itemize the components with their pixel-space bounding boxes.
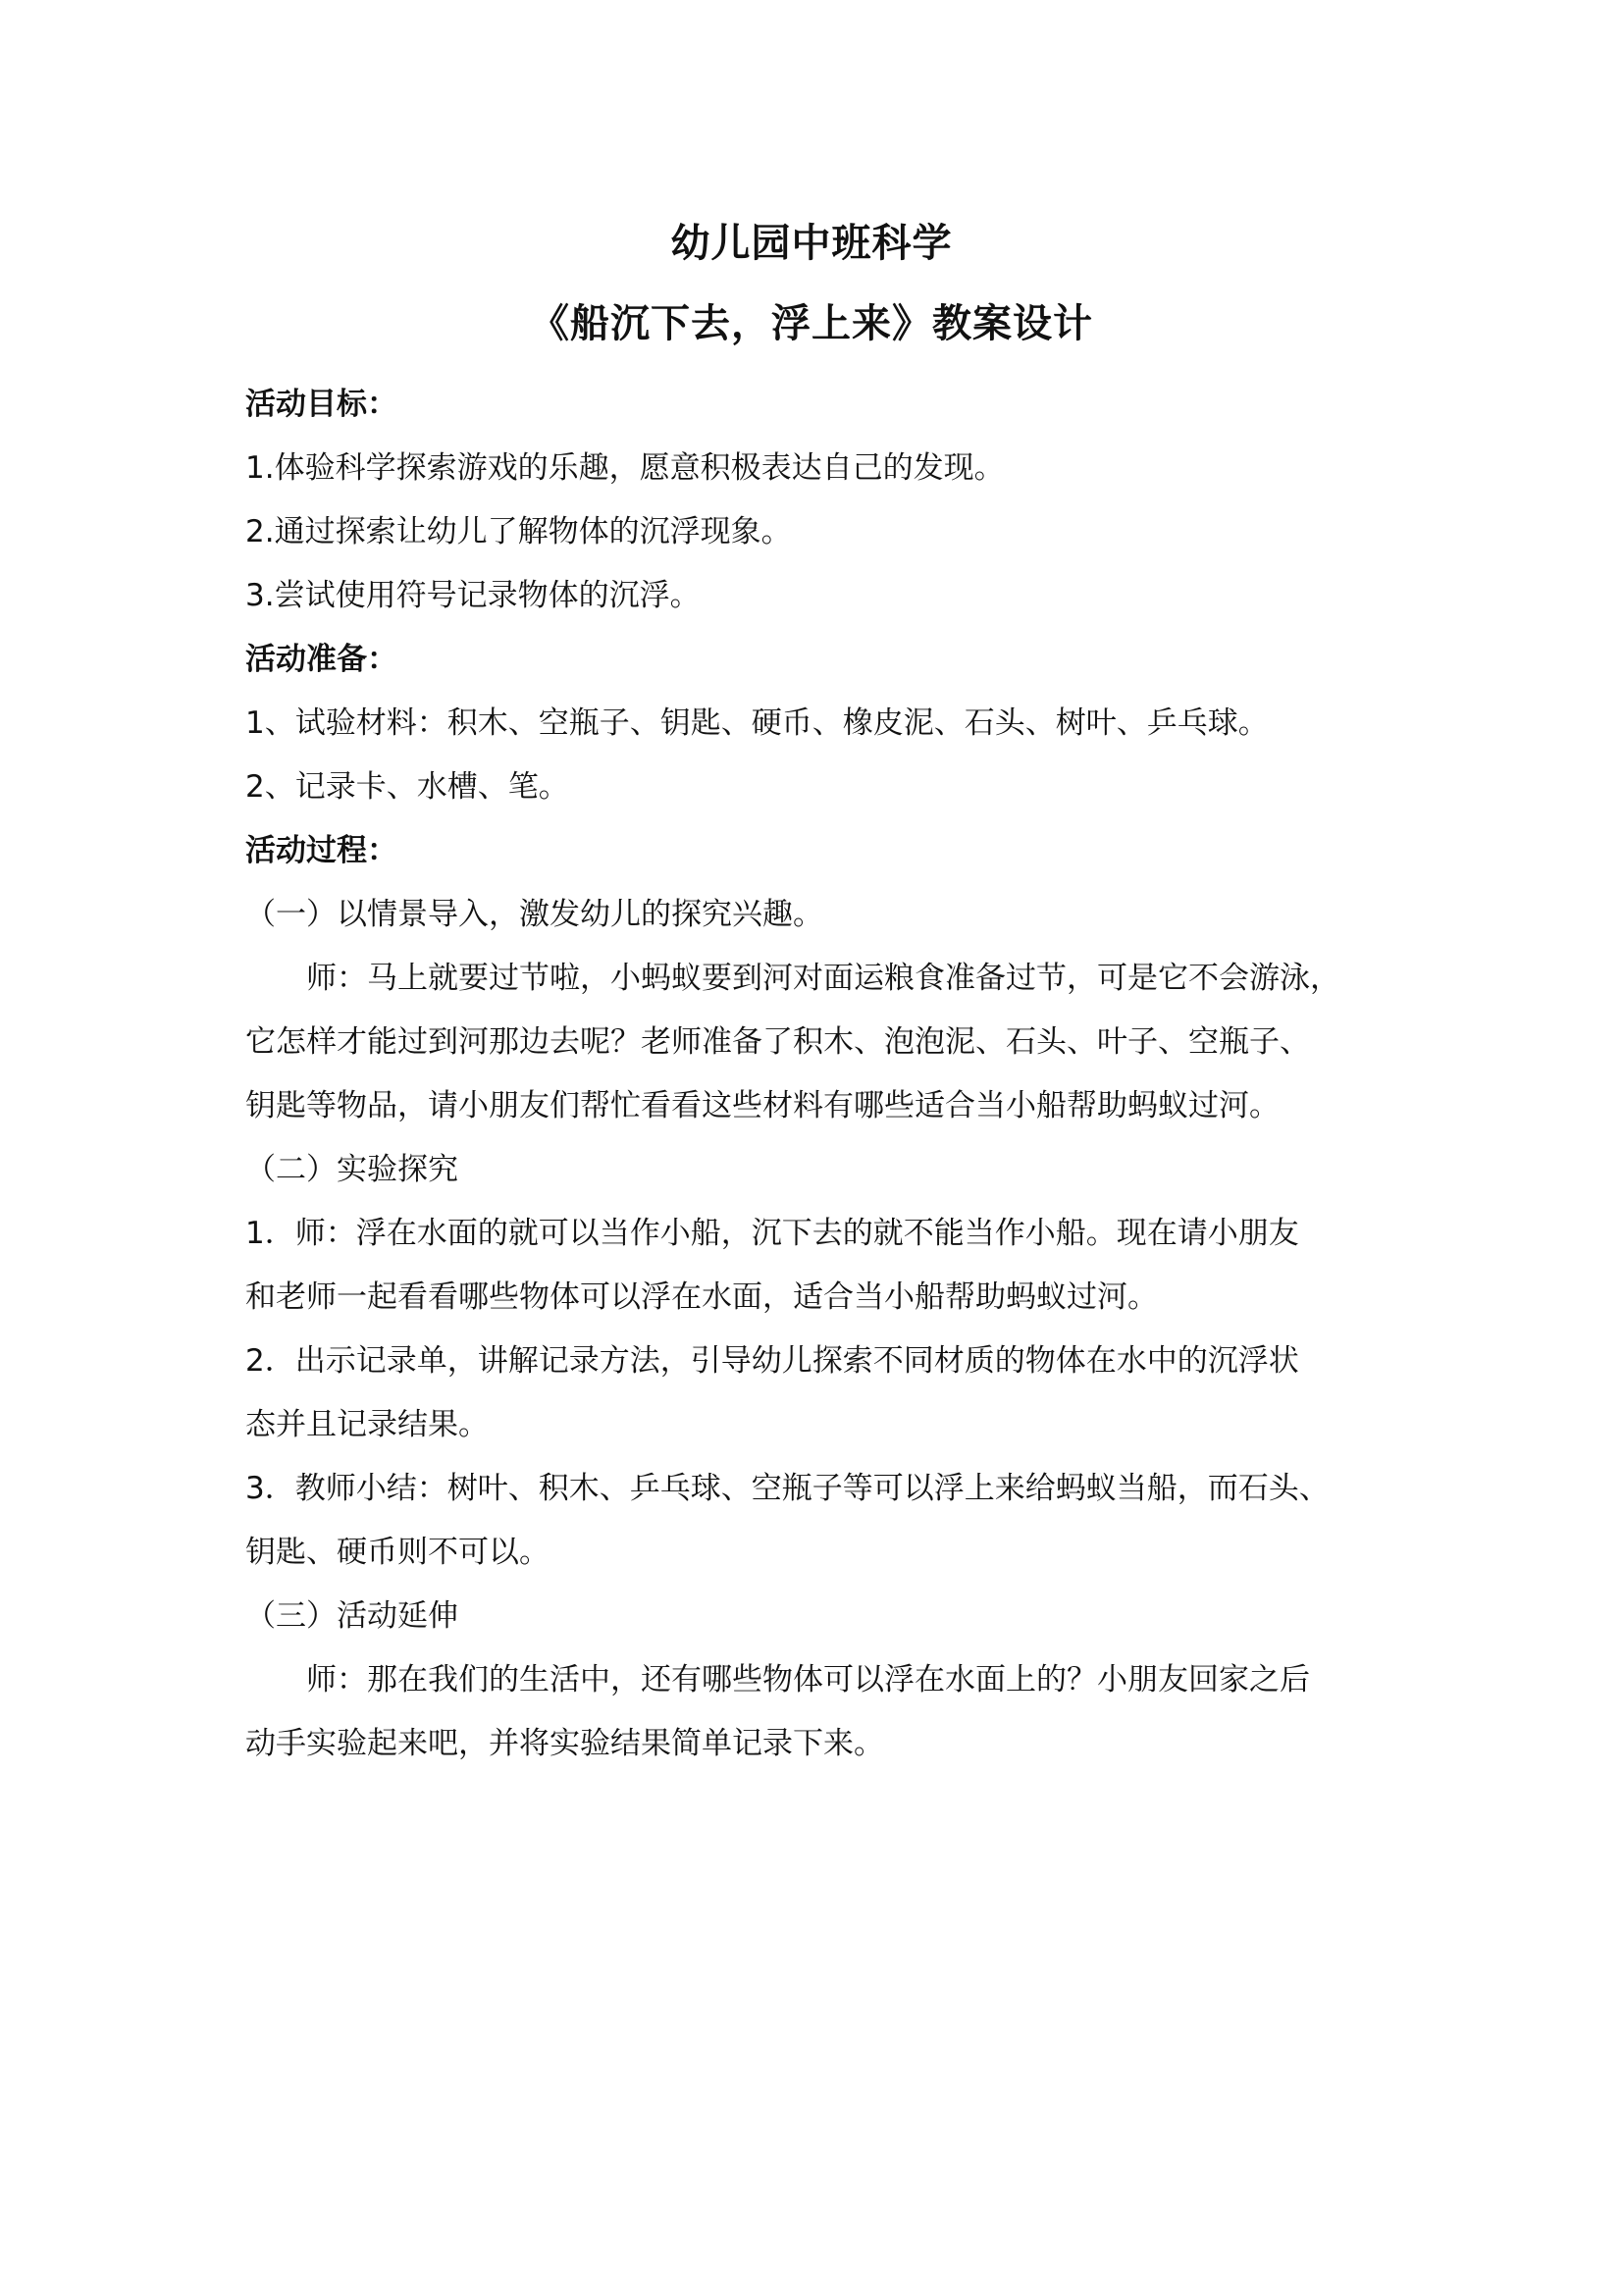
process-line: 态并且记录结果。 xyxy=(245,1407,489,1442)
document-title: 幼儿园中班科学 xyxy=(670,221,953,266)
prep-item: 2、记录卡、水槽、笔。 xyxy=(245,769,569,805)
goal-item: 3.尝试使用符号记录物体的沉浮。 xyxy=(245,578,701,613)
goal-item: 2.通过探索让幼儿了解物体的沉浮现象。 xyxy=(245,514,792,549)
process-line: 师：那在我们的生活中，还有哪些物体可以浮在水面上的？小朋友回家之后 xyxy=(245,1662,1310,1697)
process-line: （三）活动延伸 xyxy=(245,1598,458,1634)
goal-item: 1.体验科学探索游戏的乐趣，愿意积极表达自己的发现。 xyxy=(245,450,1005,486)
goals-heading: 活动目标： xyxy=(245,387,397,422)
process-line: 和老师一起看看哪些物体可以浮在水面，适合当小船帮助蚂蚁过河。 xyxy=(245,1279,1158,1315)
process-line: 钥匙等物品，请小朋友们帮忙看看这些材料有哪些适合当小船帮助蚂蚁过河。 xyxy=(245,1088,1280,1123)
process-line: （二）实验探究 xyxy=(245,1152,458,1187)
process-line: （一）以情景导入，激发幼儿的探究兴趣。 xyxy=(245,897,823,932)
process-line: 钥匙、硬币则不可以。 xyxy=(245,1535,550,1570)
process-line: 师：马上就要过节啦，小蚂蚁要到河对面运粮食准备过节，可是它不会游泳， xyxy=(245,961,1340,996)
process-line: 1．师：浮在水面的就可以当作小船，沉下去的就不能当作小船。现在请小朋友 xyxy=(245,1216,1299,1251)
process-heading: 活动过程： xyxy=(245,833,397,868)
prep-item: 1、试验材料：积木、空瓶子、钥匙、硬币、橡皮泥、石头、树叶、乒乓球。 xyxy=(245,705,1269,741)
prep-heading: 活动准备： xyxy=(245,642,397,677)
process-line: 它怎样才能过到河那边去呢？老师准备了积木、泡泡泥、石头、叶子、空瓶子、 xyxy=(245,1024,1310,1060)
process-line: 3．教师小结：树叶、积木、乒乓球、空瓶子等可以浮上来给蚂蚁当船，而石头、 xyxy=(245,1471,1330,1506)
process-line: 动手实验起来吧，并将实验结果简单记录下来。 xyxy=(245,1726,884,1761)
process-line: 2．出示记录单，讲解记录方法，引导幼儿探索不同材质的物体在水中的沉浮状 xyxy=(245,1343,1299,1379)
document-subtitle: 《船沉下去，浮上来》教案设计 xyxy=(530,301,1093,346)
